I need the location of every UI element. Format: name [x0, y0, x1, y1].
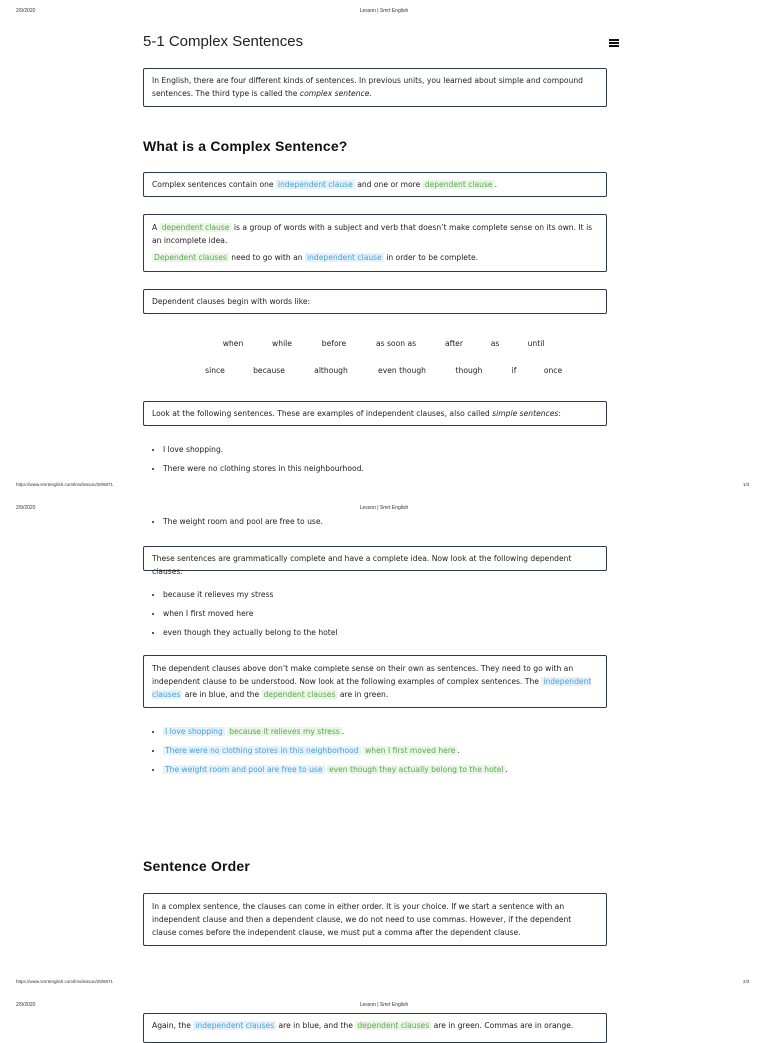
list-item: • I love shopping. [163, 445, 364, 464]
list-item: • There were no clothing stores in this neighbourhood. [163, 464, 364, 483]
list-item: • The weight room and pool are free to use even though they actually belong to the hotel . [163, 765, 508, 784]
print-header-title: Lesson | Smrt English [359, 505, 409, 511]
dependent-word: though [455, 366, 483, 375]
print-header-title: Lesson | Smrt English [359, 1002, 409, 1008]
dependent-words-intro-box: Dependent clauses begin with words like: [143, 289, 607, 314]
simple-sentences-intro-box: Look at the following sentences. These are examples of independent clauses, also called simple sentences: [143, 401, 607, 426]
dependent-word: as soon as [375, 339, 417, 348]
print-date: 2/9/2020 [16, 1002, 36, 1008]
complex-examples-intro-box: The dependent clauses above don’t make complete sense on their own as sentences. They need to go with an independent clause to be understood. Now look at the following examples of complex sentences. The independent clauses are in blue, and the dependent clauses are in green. [143, 655, 607, 708]
print-date: 2/9/2020 [16, 505, 36, 511]
dependent-word: before [321, 339, 347, 348]
list-item: • when I first moved here [163, 609, 338, 628]
intro-box: In English, there are four different kinds of sentences. In previous units, you learned about simple and compound sentences. The third type is called the complex sentence. [143, 68, 607, 107]
dependent-clauses-intro-box: These sentences are grammatically complete and have a complete idea. Now look at the following dependent clauses: [143, 546, 607, 571]
page-title: 5-1 Complex Sentences [143, 33, 304, 50]
dependent-word: if [511, 366, 517, 375]
dependent-word: after [445, 339, 463, 348]
dependent-word: as [490, 339, 500, 348]
sentence-order-box: In a complex sentence, the clauses can come in either order. It is your choice. If we start a sentence with an independent clause and then a dependent clause, we do not need to use commas. However, if the dependent clause comes before the independent clause, we must put a comma after the dependent clause. [143, 893, 607, 946]
dependent-word: until [527, 339, 545, 348]
section-heading: Sentence Order [143, 858, 251, 874]
dependent-clause-highlight: dependent clause [424, 180, 493, 189]
independent-clause-highlight: independent clause [278, 180, 353, 189]
simple-sentence-list [152, 445, 364, 483]
list-item: • because it relieves my stress [163, 590, 338, 609]
print-page-number: 2/3 [743, 979, 750, 984]
dependent-clause-box: A dependent clause is a group of words with a subject and verb that doesn’t make complete sense on its own. It is an incomplete idea. Dependent clauses need to go with an independent clause in order to be complete. [143, 214, 607, 272]
print-header-title: Lesson | Smrt English [359, 8, 409, 14]
print-footer-url: https://www.smrtenglish.com/lms/lesson/29/6871 [16, 482, 114, 487]
definition-box: Complex sentences contain one independent clause and one or more dependent clause . [143, 172, 607, 197]
commas-box: Again, the independent clauses are in blue, and the dependent clauses are in green. Commas are in orange. [143, 1013, 607, 1043]
list-item: • There were no clothing stores in this neighborhood when I first moved here . [163, 746, 508, 765]
dependent-word: when [222, 339, 244, 348]
menu-icon[interactable] [609, 39, 619, 47]
print-footer-url: https://www.smrtenglish.com/lms/lesson/29/6871 [16, 979, 114, 984]
section-heading: What is a Complex Sentence? [143, 138, 348, 154]
print-date: 2/9/2020 [16, 8, 36, 14]
dependent-word: while [272, 339, 292, 348]
dependent-word: even though [378, 366, 426, 375]
list-item: • I love shopping because it relieves my stress . [163, 727, 508, 746]
dependent-word: because [253, 366, 285, 375]
list-item: • The weight room and pool are free to use. [163, 517, 323, 536]
print-page-number: 1/3 [743, 482, 750, 487]
dependent-word: since [205, 366, 225, 375]
dependent-word: once [543, 366, 563, 375]
list-item: • even though they actually belong to the hotel [163, 628, 338, 647]
simple-sentence-list-continued [152, 517, 323, 536]
dependent-clause-list [152, 590, 338, 647]
complex-sentence-list [152, 727, 508, 784]
dependent-word: although [314, 366, 348, 375]
